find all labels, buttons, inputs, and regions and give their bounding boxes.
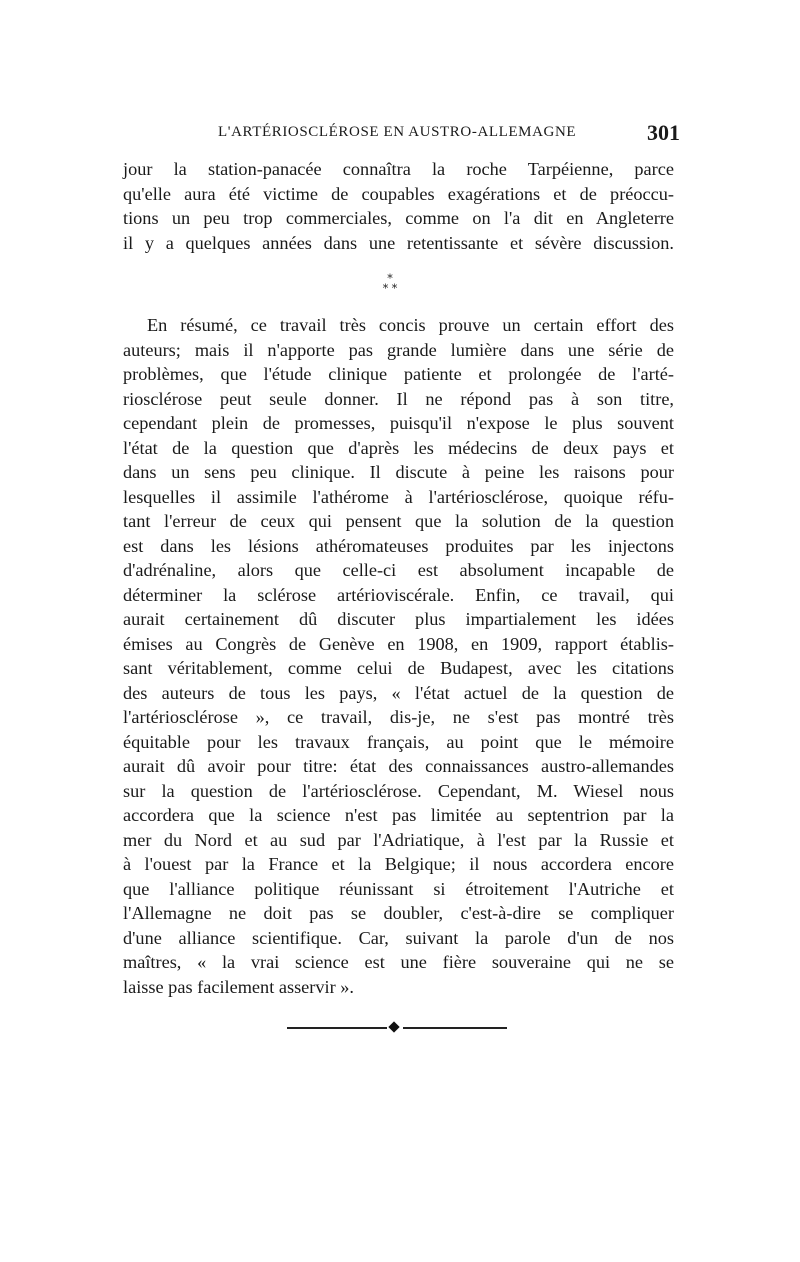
text-line: est dans les lésions athéromateuses produites par les injectons xyxy=(123,535,674,556)
text-line: riosclérose peut seule donner. Il ne répond pas à son titre, xyxy=(123,388,674,409)
text-line: que l'alliance politique réunissant si étroitement l'Autriche et xyxy=(123,878,674,899)
text-line: l'état de la question que d'après les médecins de deux pays et xyxy=(123,437,674,458)
text-line: aurait dû avoir pour titre: état des connaissances austro-allemandes xyxy=(123,756,674,776)
text-line: qu'elle aura été victime de coupables exagérations et de préoccu- xyxy=(123,183,674,204)
text-line: mer du Nord et au sud par l'Adriatique, à l'est par la Russie et xyxy=(123,829,674,850)
text-line: sur la question de l'artériosclérose. Cependant, M. Wiesel nous xyxy=(123,780,674,801)
text-line: équitable pour les travaux français, au point que le mémoire xyxy=(123,731,674,752)
diamond-icon xyxy=(388,1021,399,1032)
continued-paragraph xyxy=(123,157,674,255)
text-line: accordera que la science n'est pas limitée au septentrion par la xyxy=(123,805,674,825)
rule-right xyxy=(403,1027,507,1029)
text-line: l'Allemagne ne doit pas se doubler, c'est-à-dire se compliquer xyxy=(123,903,674,923)
text-line: déterminer la sclérose artérioviscérale. Enfin, ce travail, qui xyxy=(123,584,674,605)
page-number: 301 xyxy=(647,120,680,145)
text-line: lesquelles il assimile l'athérome à l'artériosclérose, quoique réfu- xyxy=(123,486,674,507)
text-line: aurait certainement dû discuter plus impartialement les idées xyxy=(123,609,674,629)
text-line: il y a quelques années dans une retentissante et sévère discussion. xyxy=(123,232,674,253)
text-line: dans un sens peu clinique. Il discute à peine les raisons pour xyxy=(123,462,674,482)
running-head xyxy=(123,120,688,148)
text-line: tant l'erreur de ceux qui pensent que la solution de la question xyxy=(123,511,674,531)
asterism-separator xyxy=(370,274,410,304)
text-line: tions un peu trop commerciales, comme on l'a dit en Angleterre xyxy=(123,208,674,228)
text-line: à l'ouest par la France et la Belgique; il nous accordera encore xyxy=(123,854,674,874)
text-line: des auteurs de tous les pays, « l'état actuel de la question de xyxy=(123,682,674,703)
rule-left xyxy=(287,1027,387,1029)
text-line: maîtres, « la vrai science est une fière souveraine qui ne se xyxy=(123,952,674,972)
asterism-bottom: * * xyxy=(382,282,398,295)
end-ornament xyxy=(287,1022,507,1034)
asterism-top: * xyxy=(387,272,393,285)
text-line: laisse pas facilement asservir ». xyxy=(123,976,354,997)
text-line: auteurs; mais il n'apporte pas grande lumière dans une série de xyxy=(123,339,674,360)
text-line: En résumé, ce travail très concis prouve un certain effort des xyxy=(147,315,674,335)
text-line: sant véritablement, comme celui de Budapest, avec les citations xyxy=(123,658,674,678)
text-line: d'une alliance scientifique. Car, suivant la parole d'un de nos xyxy=(123,927,674,948)
text-line: jour la station-panacée connaîtra la roche Tarpéienne, parce xyxy=(123,159,674,179)
text-line: cependant plein de promesses, puisqu'il n'expose le plus souvent xyxy=(123,413,674,433)
text-line: d'adrénaline, alors que celle-ci est absolument incapable de xyxy=(123,560,674,580)
text-line: l'artériosclérose », ce travail, dis-je, ne s'est pas montré très xyxy=(123,707,674,727)
text-line: émises au Congrès de Genève en 1908, en 1909, rapport établis- xyxy=(123,633,674,654)
summary-paragraph xyxy=(123,313,674,999)
running-title: L'ARTÉRIOSCLÉROSE EN AUSTRO-ALLEMAGNE xyxy=(218,124,577,140)
text-line: problèmes, que l'étude clinique patiente et prolongée de l'arté- xyxy=(123,364,674,384)
